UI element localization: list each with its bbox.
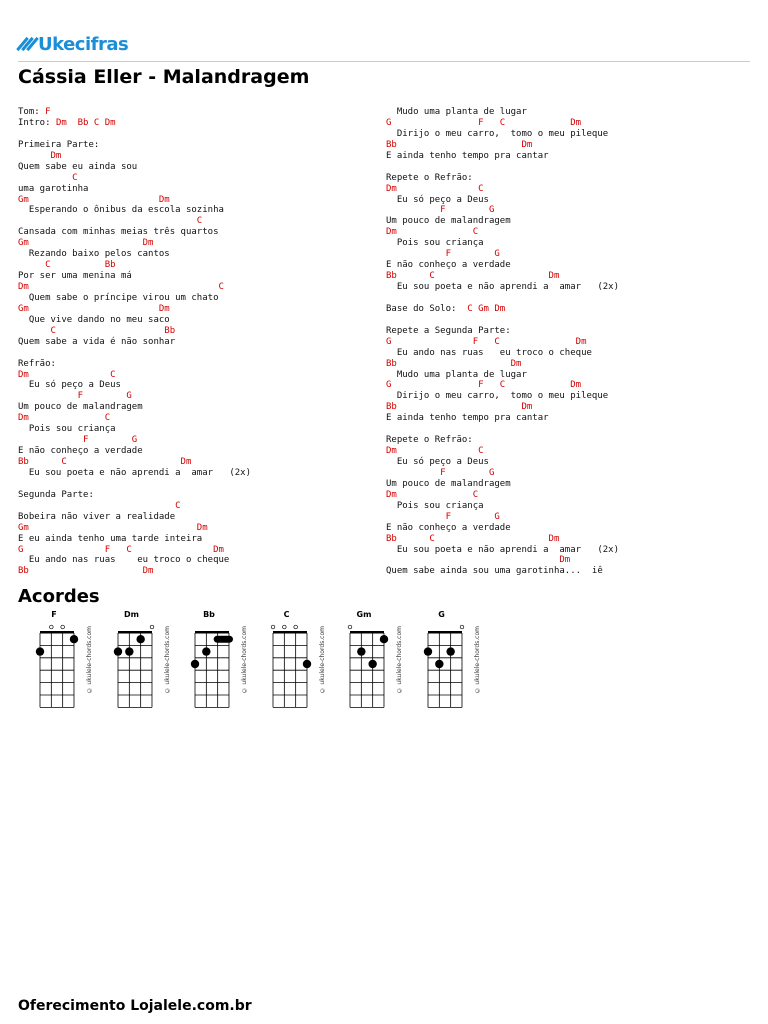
- lyric-line: Dirijo o meu carro, tomo o meu pileque: [386, 128, 609, 139]
- copyright-label: © ukulele-chords.com: [241, 626, 248, 694]
- chord-line: Dm C: [18, 282, 224, 292]
- lyric-line: Repete o Refrão:: [386, 172, 473, 183]
- finger-dot: [368, 660, 376, 668]
- chord-line: F G: [18, 435, 138, 446]
- open-string-marker: [271, 625, 275, 629]
- open-string-marker: [348, 625, 352, 629]
- open-string-marker: [61, 625, 65, 629]
- chord-line: Bb Dm: [18, 566, 154, 577]
- sheet-line: [18, 107, 251, 118]
- lyric-line: Eu só peço a Deus: [386, 457, 489, 467]
- chord-diagram-bb: [183, 610, 255, 710]
- footer-sponsor: Oferecimento Lojalele.com.br: [18, 998, 252, 1014]
- finger-dot: [125, 647, 133, 655]
- lyric-line: Quem sabe o príncipe virou um chato: [18, 292, 219, 303]
- chord-name: Dm: [124, 610, 139, 619]
- lyric-line: Eu sou poeta e não aprendi a amar (2x): [386, 544, 619, 555]
- chord-line: F G: [386, 205, 495, 216]
- lyric-line: Refrão:: [18, 358, 56, 369]
- chord-name: G: [438, 610, 445, 619]
- chord-line: Dm C: [386, 489, 479, 500]
- lyric-line: E não conheço a verdade: [18, 446, 143, 457]
- lyric-line: Mudo uma planta de lugar: [386, 107, 527, 117]
- lyric-line: Quem sabe eu ainda sou: [18, 161, 138, 172]
- fretboard-grid: [416, 619, 472, 711]
- lyric-line: Cansada com minhas meias três quartos: [18, 227, 219, 238]
- chord-line: Bb Dm: [386, 402, 533, 413]
- chord-line: Dm C: [18, 369, 116, 380]
- lyric-line: Pois sou criança: [386, 238, 484, 249]
- lyric-line: Mudo uma planta de lugar: [386, 369, 527, 380]
- chord-diagram-f: [28, 610, 100, 710]
- chord-line: C Bb: [18, 260, 116, 271]
- lyric-line: Por ser uma menina má: [18, 271, 132, 282]
- finger-dot: [302, 660, 310, 668]
- chord-line: Dm C: [386, 183, 484, 194]
- chord-diagram-gm: [338, 610, 410, 710]
- copyright-label: © ukulele-chords.com: [473, 626, 481, 694]
- chord-line: G F C Dm: [386, 336, 587, 347]
- chord-line: F G: [386, 511, 500, 522]
- lyric-line: Dirijo o meu carro, tomo o meu pileque: [386, 391, 609, 402]
- chord-diagram-g: [416, 610, 488, 710]
- ukecifras-logo[interactable]: [18, 32, 128, 56]
- blank-line: [386, 424, 619, 435]
- lyric-line: Primeira Parte:: [18, 139, 100, 150]
- logo-stripes-icon: [18, 35, 36, 53]
- lyric-line: Que vive dando no meu saco: [18, 314, 170, 325]
- finger-dot: [202, 647, 210, 655]
- lyric-line: Quem sabe a vida é não sonhar: [18, 336, 176, 347]
- chord-line: Dm C: [386, 446, 484, 457]
- blank-line: [386, 162, 619, 173]
- lyric-line: Pois sou criança: [386, 500, 484, 511]
- sheet-line: [386, 304, 619, 315]
- lyric-line: Repete o Refrão:: [386, 435, 473, 446]
- blank-line: [386, 315, 619, 326]
- lyric-line: Segunda Parte:: [18, 489, 94, 500]
- chord-sheet-right-column: [386, 107, 619, 577]
- lyric-line: E ainda tenho tempo pra cantar: [386, 150, 549, 161]
- finger-dot: [70, 635, 78, 643]
- logo-text: Ukecifras: [38, 33, 129, 55]
- chord-line: Bb C Dm: [18, 457, 192, 467]
- chord-line: F G: [18, 391, 132, 402]
- lyric-line: Eu ando nas ruas eu troco o cheque: [18, 555, 230, 566]
- lyric-line: Pois sou criança: [18, 424, 116, 435]
- copyright-label: © ukulele-chords.com: [86, 626, 93, 694]
- chord-label: F: [45, 107, 51, 117]
- chord-diagram-dm: [106, 610, 178, 710]
- chord-line: Bb C Dm: [386, 271, 560, 282]
- lyric-line: Esperando o ônibus da escola sozinha: [18, 205, 224, 216]
- open-string-marker: [293, 625, 297, 629]
- lyric-line: Um pouco de malandragem: [386, 216, 511, 227]
- chord-name: Gm: [356, 610, 372, 619]
- chord-line: Dm: [386, 555, 571, 566]
- finger-dot: [357, 647, 365, 655]
- open-string-marker: [150, 625, 154, 629]
- lyric-line: Eu só peço a Deus: [18, 380, 121, 391]
- chord-line: Gm Dm: [18, 303, 170, 314]
- chord-line: Dm: [18, 150, 62, 161]
- chord-line: G F C Dm: [386, 380, 582, 391]
- chord-diagram-c: [261, 610, 333, 710]
- finger-dot: [113, 647, 121, 655]
- chord-line: G F C Dm: [386, 117, 582, 128]
- chord-line: Gm Dm: [18, 522, 208, 533]
- lyric-line: E eu ainda tenho uma tarde inteira: [18, 533, 203, 544]
- lyric-line: Eu sou poeta e não aprendi a amar (2x): [386, 282, 619, 292]
- lyric-line: Bobeira não viver a realidade: [18, 511, 176, 522]
- finger-dot: [36, 647, 44, 655]
- lyric-line: Rezando baixo pelos cantos: [18, 249, 170, 260]
- header-divider: [18, 61, 750, 62]
- finger-dot: [435, 660, 443, 668]
- lyric-line: E não conheço a verdade: [386, 260, 511, 271]
- open-string-marker: [460, 625, 464, 629]
- sheet-line: [18, 118, 251, 129]
- lyric-line: Repete a Segunda Parte:: [386, 325, 511, 336]
- lyric-text: Tom:: [18, 107, 46, 117]
- lyric-line: Eu ando nas ruas eu troco o cheque: [386, 347, 592, 358]
- copyright-label: © ukulele-chords.com: [396, 626, 403, 694]
- chord-line: C: [18, 500, 181, 511]
- lyric-text: Base do Solo:: [386, 303, 468, 314]
- lyric-text: Intro:: [18, 117, 56, 128]
- chord-line: F G: [386, 249, 500, 260]
- page-title: Cássia Eller - Malandragem: [18, 66, 310, 88]
- chord-line: F G: [386, 467, 495, 478]
- chord-line: Dm C: [18, 413, 111, 424]
- lyric-line: E não conheço a verdade: [386, 522, 511, 533]
- blank-line: [386, 293, 619, 304]
- lyric-line: Eu só peço a Deus: [386, 194, 489, 205]
- chord-line: Bb Dm: [386, 139, 533, 150]
- fretboard-grid: [28, 619, 84, 711]
- lyric-line: E ainda tenho tempo pra cantar: [386, 413, 549, 424]
- lyric-line: Um pouco de malandragem: [386, 478, 511, 489]
- fretboard-grid: [261, 619, 317, 711]
- chord-line: Dm C: [386, 227, 479, 238]
- finger-dot: [191, 660, 199, 668]
- lyric-line: Um pouco de malandragem: [18, 402, 143, 413]
- fretboard-grid: [338, 619, 394, 711]
- chord-line: Gm Dm: [18, 194, 170, 205]
- chord-line: C Bb: [18, 325, 176, 336]
- blank-line: [18, 479, 251, 490]
- chord-line: C: [18, 216, 203, 227]
- chord-name: Bb: [203, 610, 215, 619]
- finger-dot: [423, 647, 431, 655]
- finger-dot: [380, 635, 388, 643]
- chord-sheet-left-column: [18, 107, 251, 577]
- chord-line: C: [18, 172, 78, 183]
- chord-name: F: [51, 610, 57, 619]
- copyright-label: © ukulele-chords.com: [318, 626, 326, 694]
- blank-line: [18, 129, 251, 140]
- barre-marker: [214, 636, 233, 643]
- chord-diagrams: [28, 610, 508, 710]
- finger-dot: [446, 647, 454, 655]
- lyric-line: uma garotinha: [18, 183, 89, 194]
- lyric-line: Eu sou poeta e não aprendi a amar (2x): [18, 467, 251, 478]
- finger-dot: [136, 635, 144, 643]
- fretboard-grid: [183, 619, 239, 711]
- copyright-label: © ukulele-chords.com: [163, 626, 171, 694]
- blank-line: [18, 348, 251, 359]
- chord-name: C: [283, 610, 290, 619]
- chord-label: C Gm Dm: [467, 303, 506, 314]
- lyric-line: Quem sabe ainda sou uma garotinha... iê: [386, 566, 603, 577]
- chord-line: G F C Dm: [18, 544, 224, 555]
- chord-line: Bb C Dm: [386, 533, 560, 544]
- fretboard-grid: [106, 619, 162, 711]
- open-string-marker: [282, 625, 286, 629]
- chords-section-title: Acordes: [18, 586, 100, 607]
- chord-line: Bb Dm: [386, 358, 522, 369]
- chord-line: Gm Dm: [18, 238, 154, 249]
- open-string-marker: [50, 625, 54, 629]
- chord-label: Dm Bb C Dm: [55, 117, 116, 128]
